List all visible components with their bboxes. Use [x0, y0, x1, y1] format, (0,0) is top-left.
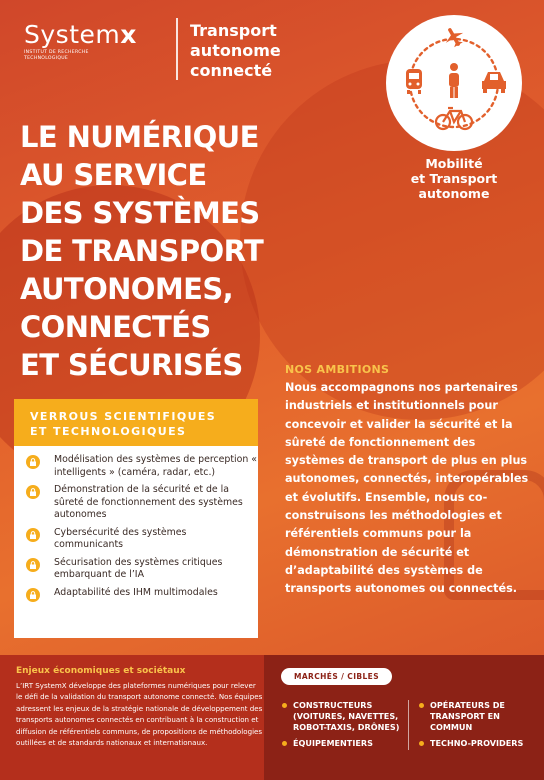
- markets-divider: [408, 700, 409, 750]
- systemx-logo: Systemx INSTITUT DE RECHERCHE TECHNOLOGIQUE: [24, 20, 137, 61]
- markets-title: MARCHÉS / CIBLES: [281, 668, 392, 685]
- ambitions-title: NOS AMBITIONS: [285, 363, 390, 376]
- enjeux-title: Enjeux économiques et sociétaux: [16, 666, 186, 676]
- theme-title: Transport autonome connecté: [190, 21, 281, 80]
- bullet-icon: [282, 703, 287, 708]
- verrous-list: [14, 446, 258, 602]
- bullet-icon: [282, 741, 287, 746]
- train-icon: [406, 69, 422, 94]
- enjeux-section: [16, 666, 264, 748]
- mobility-badge: [386, 15, 522, 151]
- person-icon: [449, 63, 459, 98]
- ambitions-text: Nous accompagnons nos partenaires industriels et institutionnels pour concevoir et valider la sécurité et la sûreté de fonctionnement des systèmes de transport de plus en plus autonomes, connectés, interopérables et évolutifs. Ensemble, nous co-construisons les méthodologies et référentiels communs pour la démonstration de sécurité et d’adaptabilité des systèmes de transports autonomes ou connectés.: [285, 381, 529, 596]
- car-icon: [482, 72, 506, 93]
- list-item: OPÉRATEURS DE TRANSPORT EN COMMUN: [419, 700, 537, 733]
- list-item: Démonstration de la sécurité et de la sûreté de fonctionnement des systèmes autonomes: [14, 484, 258, 522]
- markets-right-column: [419, 700, 537, 754]
- lock-icon: [26, 455, 40, 469]
- list-item: Sécurisation des systèmes critiques embarquant de l’IA: [14, 557, 258, 582]
- verrous-title: VERROUS SCIENTIFIQUES ET TECHNOLOGIQUES: [14, 399, 258, 446]
- plane-icon: [440, 23, 467, 50]
- verrous-panel: [14, 399, 258, 638]
- enjeux-text: L’IRT SystemX développe des plateformes numériques pour relever le défi de la validation du transport autonome connecté. Nos équipes adressent les enjeux de la stratégie nationale de développement des transports autonomes connectés en contribuant à la construction et diffusion de référentiels communs, de propositions de méthodologies outillées et de standards nationaux et internationaux.: [16, 681, 263, 748]
- badge-label: Mobilité et Transport autonome: [410, 156, 498, 201]
- lock-icon: [26, 528, 40, 542]
- list-item: Adaptabilité des IHM multimodales: [14, 587, 258, 602]
- list-item: CONSTRUCTEURS (VOITURES, NAVETTES, ROBOT-TAXIS, DRÔNES): [282, 700, 410, 733]
- lock-icon: [26, 558, 40, 572]
- lock-icon: [26, 485, 40, 499]
- bullet-icon: [419, 703, 424, 708]
- markets-left-column: [282, 700, 410, 754]
- list-item: Modélisation des systèmes de perception « intelligents » (caméra, radar, etc.): [14, 454, 258, 479]
- list-item: Cybersécurité des systèmes communicants: [14, 527, 258, 552]
- bullet-icon: [419, 741, 424, 746]
- list-item: ÉQUIPEMENTIERS: [282, 738, 410, 749]
- header-divider: [176, 18, 178, 80]
- lock-icon: [26, 588, 40, 602]
- page-title: LE NUMÉRIQUE AU SERVICE DES SYSTÈMES DE TRANSPORT AUTONOMES, CONNECTÉS ET SÉCURISÉS: [20, 120, 264, 382]
- list-item: TECHNO-PROVIDERS: [419, 738, 537, 749]
